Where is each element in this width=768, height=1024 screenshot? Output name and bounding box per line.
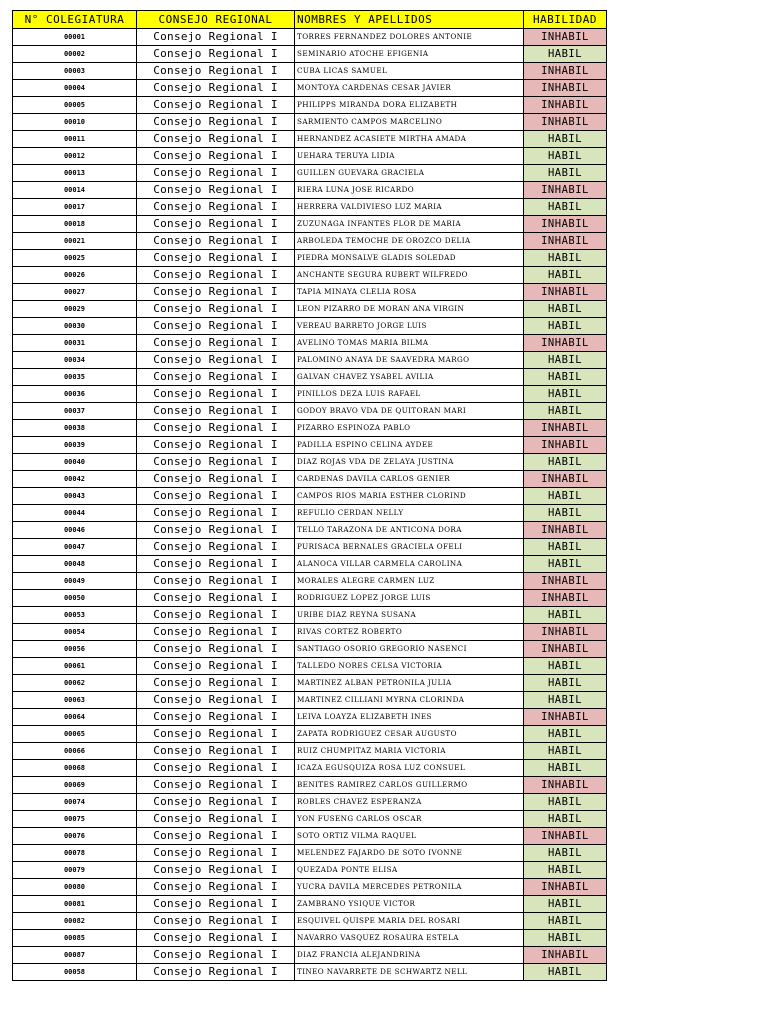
consejo-regional-cell: Consejo Regional I (137, 216, 295, 233)
nombre-cell: URIBE DIAZ REYNA SUSANA (295, 607, 524, 624)
colegiatura-cell: 00082 (13, 913, 137, 930)
consejo-regional-cell: Consejo Regional I (137, 29, 295, 46)
habilidad-cell: INHABIL (524, 80, 607, 97)
nombre-cell: UEHARA TERUYA LIDIA (295, 148, 524, 165)
table-row (13, 233, 607, 250)
nombre-cell: QUEZADA PONTE ELISA (295, 862, 524, 879)
nombre-cell: SARMIENTO CAMPOS MARCELINO (295, 114, 524, 131)
habilidad-cell: INHABIL (524, 437, 607, 454)
table-row (13, 692, 607, 709)
colegiatura-cell: 00002 (13, 46, 137, 63)
colegiatura-cell: 00047 (13, 539, 137, 556)
nombre-cell: GUILLEN GUEVARA GRACIELA (295, 165, 524, 182)
habilidad-cell: HABIL (524, 862, 607, 879)
consejo-regional-cell: Consejo Regional I (137, 947, 295, 964)
table-row (13, 114, 607, 131)
consejo-regional-cell: Consejo Regional I (137, 267, 295, 284)
table-row (13, 828, 607, 845)
habilidad-cell: HABIL (524, 743, 607, 760)
nombre-cell: TELLO TARAZONA DE ANTICONA DORA (295, 522, 524, 539)
table-row (13, 250, 607, 267)
habilidad-cell: INHABIL (524, 284, 607, 301)
table-row (13, 301, 607, 318)
table-row (13, 590, 607, 607)
consejo-regional-cell: Consejo Regional I (137, 488, 295, 505)
header-nombres-apellidos: NOMBRES Y APELLIDOS (295, 11, 524, 29)
table-row (13, 556, 607, 573)
colegiatura-cell: 00038 (13, 420, 137, 437)
colegiatura-cell: 00035 (13, 369, 137, 386)
nombre-cell: GALVAN CHAVEZ YSABEL AVILIA (295, 369, 524, 386)
consejo-regional-cell: Consejo Regional I (137, 879, 295, 896)
consejo-regional-cell: Consejo Regional I (137, 403, 295, 420)
consejo-regional-cell: Consejo Regional I (137, 369, 295, 386)
habilidad-cell: HABIL (524, 794, 607, 811)
consejo-regional-cell: Consejo Regional I (137, 386, 295, 403)
habilidad-cell: HABIL (524, 403, 607, 420)
nombre-cell: LEIVA LOAYZA ELIZABETH INES (295, 709, 524, 726)
table-row (13, 318, 607, 335)
colegiatura-cell: 00081 (13, 896, 137, 913)
table-row (13, 29, 607, 46)
colegiatura-cell: 00069 (13, 777, 137, 794)
colegiatura-cell: 00030 (13, 318, 137, 335)
colegiatura-cell: 00003 (13, 63, 137, 80)
nombre-cell: TINEO NAVARRETE DE SCHWARTZ NELL (295, 964, 524, 981)
table-row (13, 675, 607, 692)
colegiatura-cell: 00001 (13, 29, 137, 46)
consejo-regional-cell: Consejo Regional I (137, 726, 295, 743)
consejo-regional-cell: Consejo Regional I (137, 114, 295, 131)
consejo-regional-cell: Consejo Regional I (137, 454, 295, 471)
habilidad-cell: HABIL (524, 760, 607, 777)
consejo-regional-cell: Consejo Regional I (137, 97, 295, 114)
habilidad-cell: INHABIL (524, 216, 607, 233)
table-row (13, 709, 607, 726)
colegiatura-cell: 00031 (13, 335, 137, 352)
habilidad-cell: HABIL (524, 165, 607, 182)
colegiatura-cell: 00074 (13, 794, 137, 811)
table-body (13, 29, 607, 981)
habilidad-cell: INHABIL (524, 522, 607, 539)
colegiatura-cell: 00027 (13, 284, 137, 301)
nombre-cell: SEMINARIO ATOCHE EFIGENIA (295, 46, 524, 63)
habilidad-cell: INHABIL (524, 641, 607, 658)
colegiatura-cell: 00021 (13, 233, 137, 250)
nombre-cell: MELENDEZ FAJARDO DE SOTO IVONNE (295, 845, 524, 862)
consejo-regional-cell: Consejo Regional I (137, 828, 295, 845)
header-habilidad: HABILIDAD (524, 11, 607, 29)
nombre-cell: ANCHANTE SEGURA RUBERT WILFREDO (295, 267, 524, 284)
habilidad-cell: INHABIL (524, 182, 607, 199)
table-row (13, 505, 607, 522)
consejo-regional-cell: Consejo Regional I (137, 930, 295, 947)
habilidad-cell: HABIL (524, 658, 607, 675)
habilidad-cell: HABIL (524, 369, 607, 386)
habilidad-cell: INHABIL (524, 879, 607, 896)
table-row (13, 794, 607, 811)
nombre-cell: TALLEDO NORES CELSA VICTORIA (295, 658, 524, 675)
colegiatura-cell: 00064 (13, 709, 137, 726)
consejo-regional-cell: Consejo Regional I (137, 675, 295, 692)
header-colegiatura: N° COLEGIATURA (13, 11, 137, 29)
nombre-cell: MARTINEZ ALBAN PETRONILA JULIA (295, 675, 524, 692)
habilidad-cell: HABIL (524, 692, 607, 709)
habilidad-cell: HABIL (524, 726, 607, 743)
nombre-cell: RUIZ CHUMPITAZ MARIA VICTORIA (295, 743, 524, 760)
colegiatura-cell: 00065 (13, 726, 137, 743)
habilidad-cell: INHABIL (524, 777, 607, 794)
table-row (13, 539, 607, 556)
table-row (13, 964, 607, 981)
nombre-cell: PURISACA BERNALES GRACIELA OFELI (295, 539, 524, 556)
consejo-regional-cell: Consejo Regional I (137, 318, 295, 335)
consejo-regional-cell: Consejo Regional I (137, 233, 295, 250)
header-row (13, 11, 607, 29)
consejo-regional-cell: Consejo Regional I (137, 182, 295, 199)
nombre-cell: PALOMINO ANAYA DE SAAVEDRA MARGO (295, 352, 524, 369)
habilidad-cell: HABIL (524, 199, 607, 216)
colegiatura-cell: 00058 (13, 964, 137, 981)
table-row (13, 522, 607, 539)
habilidad-cell: INHABIL (524, 709, 607, 726)
consejo-regional-cell: Consejo Regional I (137, 709, 295, 726)
colegiatura-cell: 00076 (13, 828, 137, 845)
table-row (13, 471, 607, 488)
nombre-cell: GODOY BRAVO VDA DE QUITORAN MARI (295, 403, 524, 420)
consejo-regional-cell: Consejo Regional I (137, 284, 295, 301)
consejo-regional-cell: Consejo Regional I (137, 505, 295, 522)
consejo-regional-cell: Consejo Regional I (137, 437, 295, 454)
table-row (13, 148, 607, 165)
colegiatura-cell: 00053 (13, 607, 137, 624)
nombre-cell: DIAZ FRANCIA ALEJANDRINA (295, 947, 524, 964)
habilidad-cell: INHABIL (524, 114, 607, 131)
table-row (13, 845, 607, 862)
table-row (13, 284, 607, 301)
consejo-regional-cell: Consejo Regional I (137, 352, 295, 369)
nombre-cell: SANTIAGO OSORIO GREGORIO NASENCI (295, 641, 524, 658)
table-row (13, 216, 607, 233)
table-row (13, 131, 607, 148)
table-row (13, 267, 607, 284)
table-row (13, 420, 607, 437)
habilidad-cell: INHABIL (524, 471, 607, 488)
nombre-cell: NAVARRO VASQUEZ ROSAURA ESTELA (295, 930, 524, 947)
nombre-cell: RIVAS CORTEZ ROBERTO (295, 624, 524, 641)
nombre-cell: TORRES FERNANDEZ DOLORES ANTONIE (295, 29, 524, 46)
habilidad-cell: INHABIL (524, 420, 607, 437)
habilidad-table (12, 10, 607, 981)
table-row (13, 930, 607, 947)
consejo-regional-cell: Consejo Regional I (137, 63, 295, 80)
table-row (13, 352, 607, 369)
nombre-cell: ALANOCA VILLAR CARMELA CAROLINA (295, 556, 524, 573)
consejo-regional-cell: Consejo Regional I (137, 590, 295, 607)
habilidad-cell: HABIL (524, 930, 607, 947)
consejo-regional-cell: Consejo Regional I (137, 522, 295, 539)
colegiatura-cell: 00037 (13, 403, 137, 420)
consejo-regional-cell: Consejo Regional I (137, 658, 295, 675)
colegiatura-cell: 00046 (13, 522, 137, 539)
table-row (13, 624, 607, 641)
habilidad-cell: INHABIL (524, 233, 607, 250)
habilidad-cell: HABIL (524, 675, 607, 692)
habilidad-cell: INHABIL (524, 63, 607, 80)
consejo-regional-cell: Consejo Regional I (137, 913, 295, 930)
consejo-regional-cell: Consejo Regional I (137, 556, 295, 573)
consejo-regional-cell: Consejo Regional I (137, 420, 295, 437)
consejo-regional-cell: Consejo Regional I (137, 743, 295, 760)
colegiatura-cell: 00039 (13, 437, 137, 454)
colegiatura-cell: 00017 (13, 199, 137, 216)
table-header (13, 11, 607, 29)
table-row (13, 862, 607, 879)
habilidad-cell: HABIL (524, 896, 607, 913)
nombre-cell: AVELINO TOMAS MARIA BILMA (295, 335, 524, 352)
habilidad-cell: INHABIL (524, 335, 607, 352)
nombre-cell: SOTO ORTIZ VILMA RAQUEL (295, 828, 524, 845)
habilidad-cell: INHABIL (524, 624, 607, 641)
consejo-regional-cell: Consejo Regional I (137, 199, 295, 216)
habilidad-cell: HABIL (524, 46, 607, 63)
habilidad-cell: HABIL (524, 556, 607, 573)
nombre-cell: TAPIA MINAYA CLELIA ROSA (295, 284, 524, 301)
nombre-cell: MONTOYA CARDENAS CESAR JAVIER (295, 80, 524, 97)
habilidad-cell: HABIL (524, 454, 607, 471)
habilidad-cell: HABIL (524, 964, 607, 981)
habilidad-cell: INHABIL (524, 97, 607, 114)
table-row (13, 947, 607, 964)
colegiatura-cell: 00018 (13, 216, 137, 233)
colegiatura-cell: 00036 (13, 386, 137, 403)
nombre-cell: PHILIPPS MIRANDA DORA ELIZABETH (295, 97, 524, 114)
colegiatura-cell: 00029 (13, 301, 137, 318)
colegiatura-cell: 00043 (13, 488, 137, 505)
nombre-cell: PIZARRO ESPINOZA PABLO (295, 420, 524, 437)
consejo-regional-cell: Consejo Regional I (137, 301, 295, 318)
nombre-cell: DIAZ ROJAS VDA DE ZELAYA JUSTINA (295, 454, 524, 471)
table-row (13, 760, 607, 777)
colegiatura-cell: 00044 (13, 505, 137, 522)
table-row (13, 454, 607, 471)
consejo-regional-cell: Consejo Regional I (137, 760, 295, 777)
consejo-regional-cell: Consejo Regional I (137, 641, 295, 658)
table-row (13, 182, 607, 199)
nombre-cell: ESQUIVEL QUISPE MARIA DEL ROSARI (295, 913, 524, 930)
colegiatura-cell: 00079 (13, 862, 137, 879)
colegiatura-cell: 00034 (13, 352, 137, 369)
consejo-regional-cell: Consejo Regional I (137, 964, 295, 981)
colegiatura-cell: 00075 (13, 811, 137, 828)
table-row (13, 879, 607, 896)
consejo-regional-cell: Consejo Regional I (137, 845, 295, 862)
table-row (13, 369, 607, 386)
nombre-cell: ICAZA EGUSQUIZA ROSA LUZ CONSUEL (295, 760, 524, 777)
consejo-regional-cell: Consejo Regional I (137, 148, 295, 165)
habilidad-cell: HABIL (524, 301, 607, 318)
habilidad-cell: HABIL (524, 913, 607, 930)
nombre-cell: CARDENAS DAVILA CARLOS GENIER (295, 471, 524, 488)
colegiatura-cell: 00061 (13, 658, 137, 675)
colegiatura-cell: 00026 (13, 267, 137, 284)
nombre-cell: YON FUSENG CARLOS OSCAR (295, 811, 524, 828)
habilidad-cell: HABIL (524, 250, 607, 267)
nombre-cell: PADILLA ESPINO CELINA AYDEE (295, 437, 524, 454)
nombre-cell: MARTINEZ CILLIANI MYRNA CLORINDA (295, 692, 524, 709)
nombre-cell: RODRIGUEZ LOPEZ JORGE LUIS (295, 590, 524, 607)
nombre-cell: YUCRA DAVILA MERCEDES PETRONILA (295, 879, 524, 896)
colegiatura-cell: 00063 (13, 692, 137, 709)
colegiatura-cell: 00062 (13, 675, 137, 692)
consejo-regional-cell: Consejo Regional I (137, 624, 295, 641)
habilidad-cell: HABIL (524, 488, 607, 505)
nombre-cell: ROBLES CHAVEZ ESPERANZA (295, 794, 524, 811)
consejo-regional-cell: Consejo Regional I (137, 794, 295, 811)
table-row (13, 743, 607, 760)
nombre-cell: ZAPATA RODRIGUEZ CESAR AUGUSTO (295, 726, 524, 743)
consejo-regional-cell: Consejo Regional I (137, 811, 295, 828)
habilidad-cell: HABIL (524, 386, 607, 403)
habilidad-cell: INHABIL (524, 947, 607, 964)
table-row (13, 63, 607, 80)
table-row (13, 641, 607, 658)
nombre-cell: BENITES RAMIREZ CARLOS GUILLERMO (295, 777, 524, 794)
nombre-cell: REFULIO CERDAN NELLY (295, 505, 524, 522)
nombre-cell: ARBOLEDA TEMOCHE DE OROZCO DELIA (295, 233, 524, 250)
nombre-cell: PINILLOS DEZA LUIS RAFAEL (295, 386, 524, 403)
colegiatura-cell: 00042 (13, 471, 137, 488)
colegiatura-cell: 00005 (13, 97, 137, 114)
header-consejo-regional: CONSEJO REGIONAL (137, 11, 295, 29)
table-row (13, 335, 607, 352)
nombre-cell: HERNANDEZ ACASIETE MIRTHA AMADA (295, 131, 524, 148)
table-row (13, 811, 607, 828)
habilidad-cell: HABIL (524, 845, 607, 862)
table-row (13, 573, 607, 590)
consejo-regional-cell: Consejo Regional I (137, 131, 295, 148)
habilidad-cell: HABIL (524, 131, 607, 148)
table-row (13, 403, 607, 420)
consejo-regional-cell: Consejo Regional I (137, 896, 295, 913)
consejo-regional-cell: Consejo Regional I (137, 777, 295, 794)
table-row (13, 726, 607, 743)
consejo-regional-cell: Consejo Regional I (137, 573, 295, 590)
habilidad-cell: HABIL (524, 811, 607, 828)
nombre-cell: CAMPOS RIOS MARIA ESTHER CLORIND (295, 488, 524, 505)
consejo-regional-cell: Consejo Regional I (137, 335, 295, 352)
consejo-regional-cell: Consejo Regional I (137, 46, 295, 63)
habilidad-cell: HABIL (524, 352, 607, 369)
habilidad-cell: INHABIL (524, 590, 607, 607)
colegiatura-cell: 00040 (13, 454, 137, 471)
consejo-regional-cell: Consejo Regional I (137, 607, 295, 624)
nombre-cell: HERRERA VALDIVIESO LUZ MARIA (295, 199, 524, 216)
colegiatura-cell: 00013 (13, 165, 137, 182)
habilidad-cell: HABIL (524, 148, 607, 165)
colegiatura-cell: 00012 (13, 148, 137, 165)
colegiatura-cell: 00004 (13, 80, 137, 97)
habilidad-cell: HABIL (524, 607, 607, 624)
colegiatura-cell: 00080 (13, 879, 137, 896)
colegiatura-cell: 00054 (13, 624, 137, 641)
colegiatura-cell: 00011 (13, 131, 137, 148)
table-row (13, 896, 607, 913)
colegiatura-cell: 00066 (13, 743, 137, 760)
consejo-regional-cell: Consejo Regional I (137, 250, 295, 267)
habilidad-cell: HABIL (524, 539, 607, 556)
colegiatura-cell: 00010 (13, 114, 137, 131)
consejo-regional-cell: Consejo Regional I (137, 471, 295, 488)
habilidad-cell: HABIL (524, 318, 607, 335)
table-row (13, 913, 607, 930)
habilidad-cell: INHABIL (524, 828, 607, 845)
colegiatura-cell: 00014 (13, 182, 137, 199)
habilidad-cell: INHABIL (524, 573, 607, 590)
table-row (13, 777, 607, 794)
nombre-cell: PIEDRA MONSALVE GLADIS SOLEDAD (295, 250, 524, 267)
colegiatura-cell: 00085 (13, 930, 137, 947)
colegiatura-cell: 00025 (13, 250, 137, 267)
colegiatura-cell: 00056 (13, 641, 137, 658)
nombre-cell: LEON PIZARRO DE MORAN ANA VIRGIN (295, 301, 524, 318)
table-row (13, 46, 607, 63)
table-row (13, 165, 607, 182)
table-row (13, 658, 607, 675)
consejo-regional-cell: Consejo Regional I (137, 862, 295, 879)
colegiatura-cell: 00087 (13, 947, 137, 964)
table-row (13, 199, 607, 216)
colegiatura-cell: 00078 (13, 845, 137, 862)
consejo-regional-cell: Consejo Regional I (137, 539, 295, 556)
nombre-cell: RIERA LUNA JOSE RICARDO (295, 182, 524, 199)
colegiatura-cell: 00068 (13, 760, 137, 777)
nombre-cell: ZAMBRANO YSIQUE VICTOR (295, 896, 524, 913)
colegiatura-cell: 00048 (13, 556, 137, 573)
habilidad-cell: HABIL (524, 267, 607, 284)
table-row (13, 386, 607, 403)
table-row (13, 97, 607, 114)
nombre-cell: MORALES ALEGRE CARMEN LUZ (295, 573, 524, 590)
consejo-regional-cell: Consejo Regional I (137, 80, 295, 97)
table-row (13, 80, 607, 97)
consejo-regional-cell: Consejo Regional I (137, 165, 295, 182)
habilidad-cell: INHABIL (524, 29, 607, 46)
nombre-cell: CUBA LICAS SAMUEL (295, 63, 524, 80)
nombre-cell: VEREAU BARRETO JORGE LUIS (295, 318, 524, 335)
colegiatura-cell: 00049 (13, 573, 137, 590)
nombre-cell: ZUZUNAGA INFANTES FLOR DE MARIA (295, 216, 524, 233)
table-row (13, 437, 607, 454)
table-row (13, 488, 607, 505)
consejo-regional-cell: Consejo Regional I (137, 692, 295, 709)
colegiatura-cell: 00050 (13, 590, 137, 607)
habilidad-cell: HABIL (524, 505, 607, 522)
table-row (13, 607, 607, 624)
